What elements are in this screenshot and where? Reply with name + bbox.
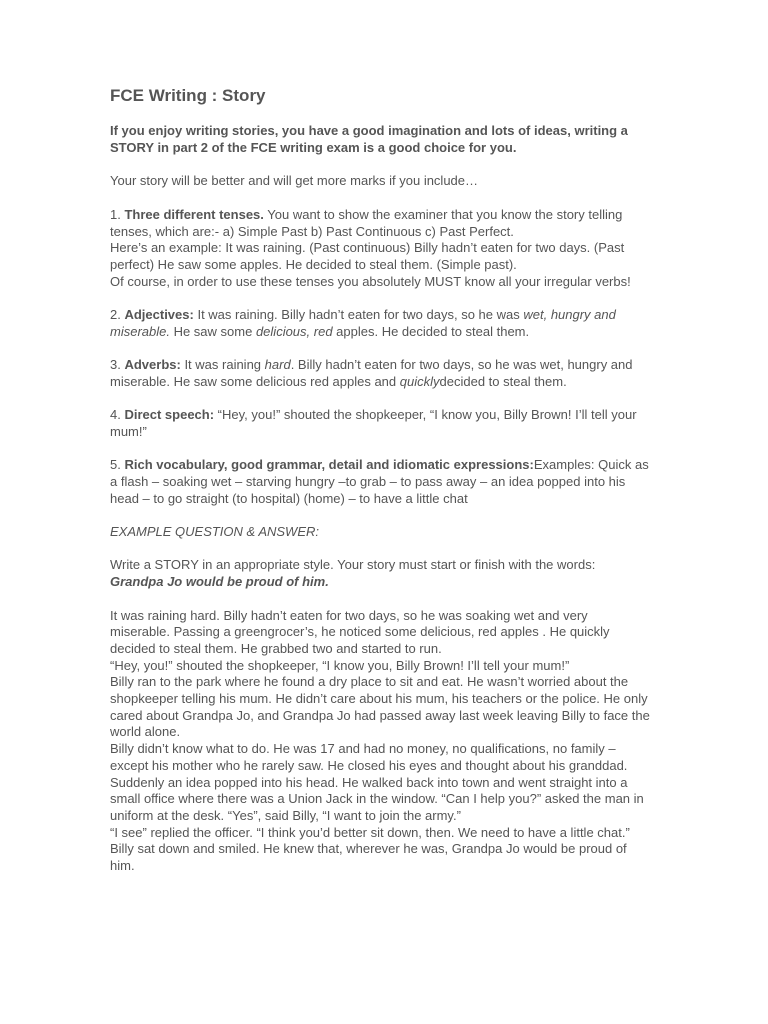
item-text: Examples: Quick as a flash – soaking wet – starving hungry –to grab – to pass away – an idea popped into his head – to go straight (to hospital) (home) – to have a little chat [110,457,649,506]
item-text: Of course, in order to use these tenses you absolutely MUST know all your irregular verbs! [110,273,631,289]
item-text: “Hey, you!” shouted the shopkeeper, “I know you, Billy Brown! I’ll tell your mum!” [110,407,637,439]
example-heading: EXAMPLE QUESTION & ANSWER: [110,524,320,540]
item-number: 3. [110,357,125,373]
item-number: 2. [110,307,125,322]
item-number: 5. [110,457,125,473]
story-paragraph: Billy sat down and smiled. He knew that, wherever he was, Grandpa Jo would be proud of him. [110,841,627,874]
item-heading: Rich vocabulary, good grammar, detail and idiomatic expressions: [124,457,534,473]
item-italic: wet, hungry and miserable. [110,307,616,339]
item-text: Here’s an example: It was raining. (Past continuous) Billy hadn’t eaten for two days. (Past perfect) He saw some apples. He decided to steal them. (Simple past). [110,240,625,272]
story-paragraph: Billy ran to the park where he found a dry place to sit and eat. He wasn’t worried about the shopkeeper telling his mum. He didn’t care about his mum, his teachers or the police. He only cared about Grandpa Jo, and Grandpa Jo had passed away last week leaving Billy to face the world alone. [110,674,650,740]
document-page [110,86,650,875]
item-text: apples. He decided to steal them. [332,323,530,339]
item-vocabulary [110,457,650,507]
item-direct-speech [110,407,650,440]
story-paragraph: “I see” replied the officer. “I think you’d better sit down, then. We need to have a little chat.” [110,824,630,840]
item-adjectives [110,307,650,340]
story-paragraph: Billy didn’t know what to do. He was 17 and had no money, no qualifications, no family – except his mother who he rarely saw. He closed his eyes and thought about his granddad. Suddenly an idea popped into his head. He walked back into town and went straight into a small office where there was a Union Jack in the window. “Can I help you?” asked the man in uniform at the desk. “Yes”, said Billy, “I want to join the army.” [110,741,644,823]
item-text: You want to show the examiner that you know the story telling tenses, which are:- a) Simple Past b) Past Continuous c) Past Perfect. [110,206,623,239]
item-number: 4. [110,407,125,423]
item-text: It was raining. Billy hadn’t eaten for two days, so he was [193,307,524,322]
item-italic: hard [264,357,291,373]
item-text: decided to steal them. [439,373,567,389]
item-text: It was raining [180,357,265,373]
item-heading: Direct speech: [124,407,215,423]
lead-paragraph: Your story will be better and will get more marks if you include… [110,173,479,189]
item-heading: Three different tenses. [124,206,264,222]
item-tenses [110,207,650,291]
item-text: . Billy hadn’t eaten for two days, so he was wet, hungry and miserable. He saw some delicious red apples and [110,357,633,389]
story-paragraph: “Hey, you!” shouted the shopkeeper, “I know you, Billy Brown! I’ll tell your mum!” [110,657,570,673]
question-paragraph [110,557,650,590]
question-text: Write a STORY in an appropriate style. Your story must start or finish with the words: [110,557,596,573]
question-words: Grandpa Jo would be proud of him. [110,574,329,590]
item-italic: quickly [399,373,440,389]
item-adverbs [110,357,650,390]
item-number: 1. [110,206,125,222]
item-text: He saw some [169,323,256,339]
story-answer [110,608,650,875]
page-title: FCE Writing : Story [110,86,266,105]
intro-paragraph: If you enjoy writing stories, you have a good imagination and lots of ideas, writing a STORY in part 2 of the FCE writing exam is a good choice for you. [110,123,628,155]
story-paragraph: It was raining hard. Billy hadn’t eaten for two days, so he was soaking wet and very miserable. Passing a greengrocer’s, he noticed some delicious, red apples . He quickly decided to steal them. He grabbed two and started to run. [110,607,610,656]
item-italic: delicious, red [255,323,333,339]
item-heading: Adjectives: [124,307,194,322]
item-heading: Adverbs: [124,357,181,373]
